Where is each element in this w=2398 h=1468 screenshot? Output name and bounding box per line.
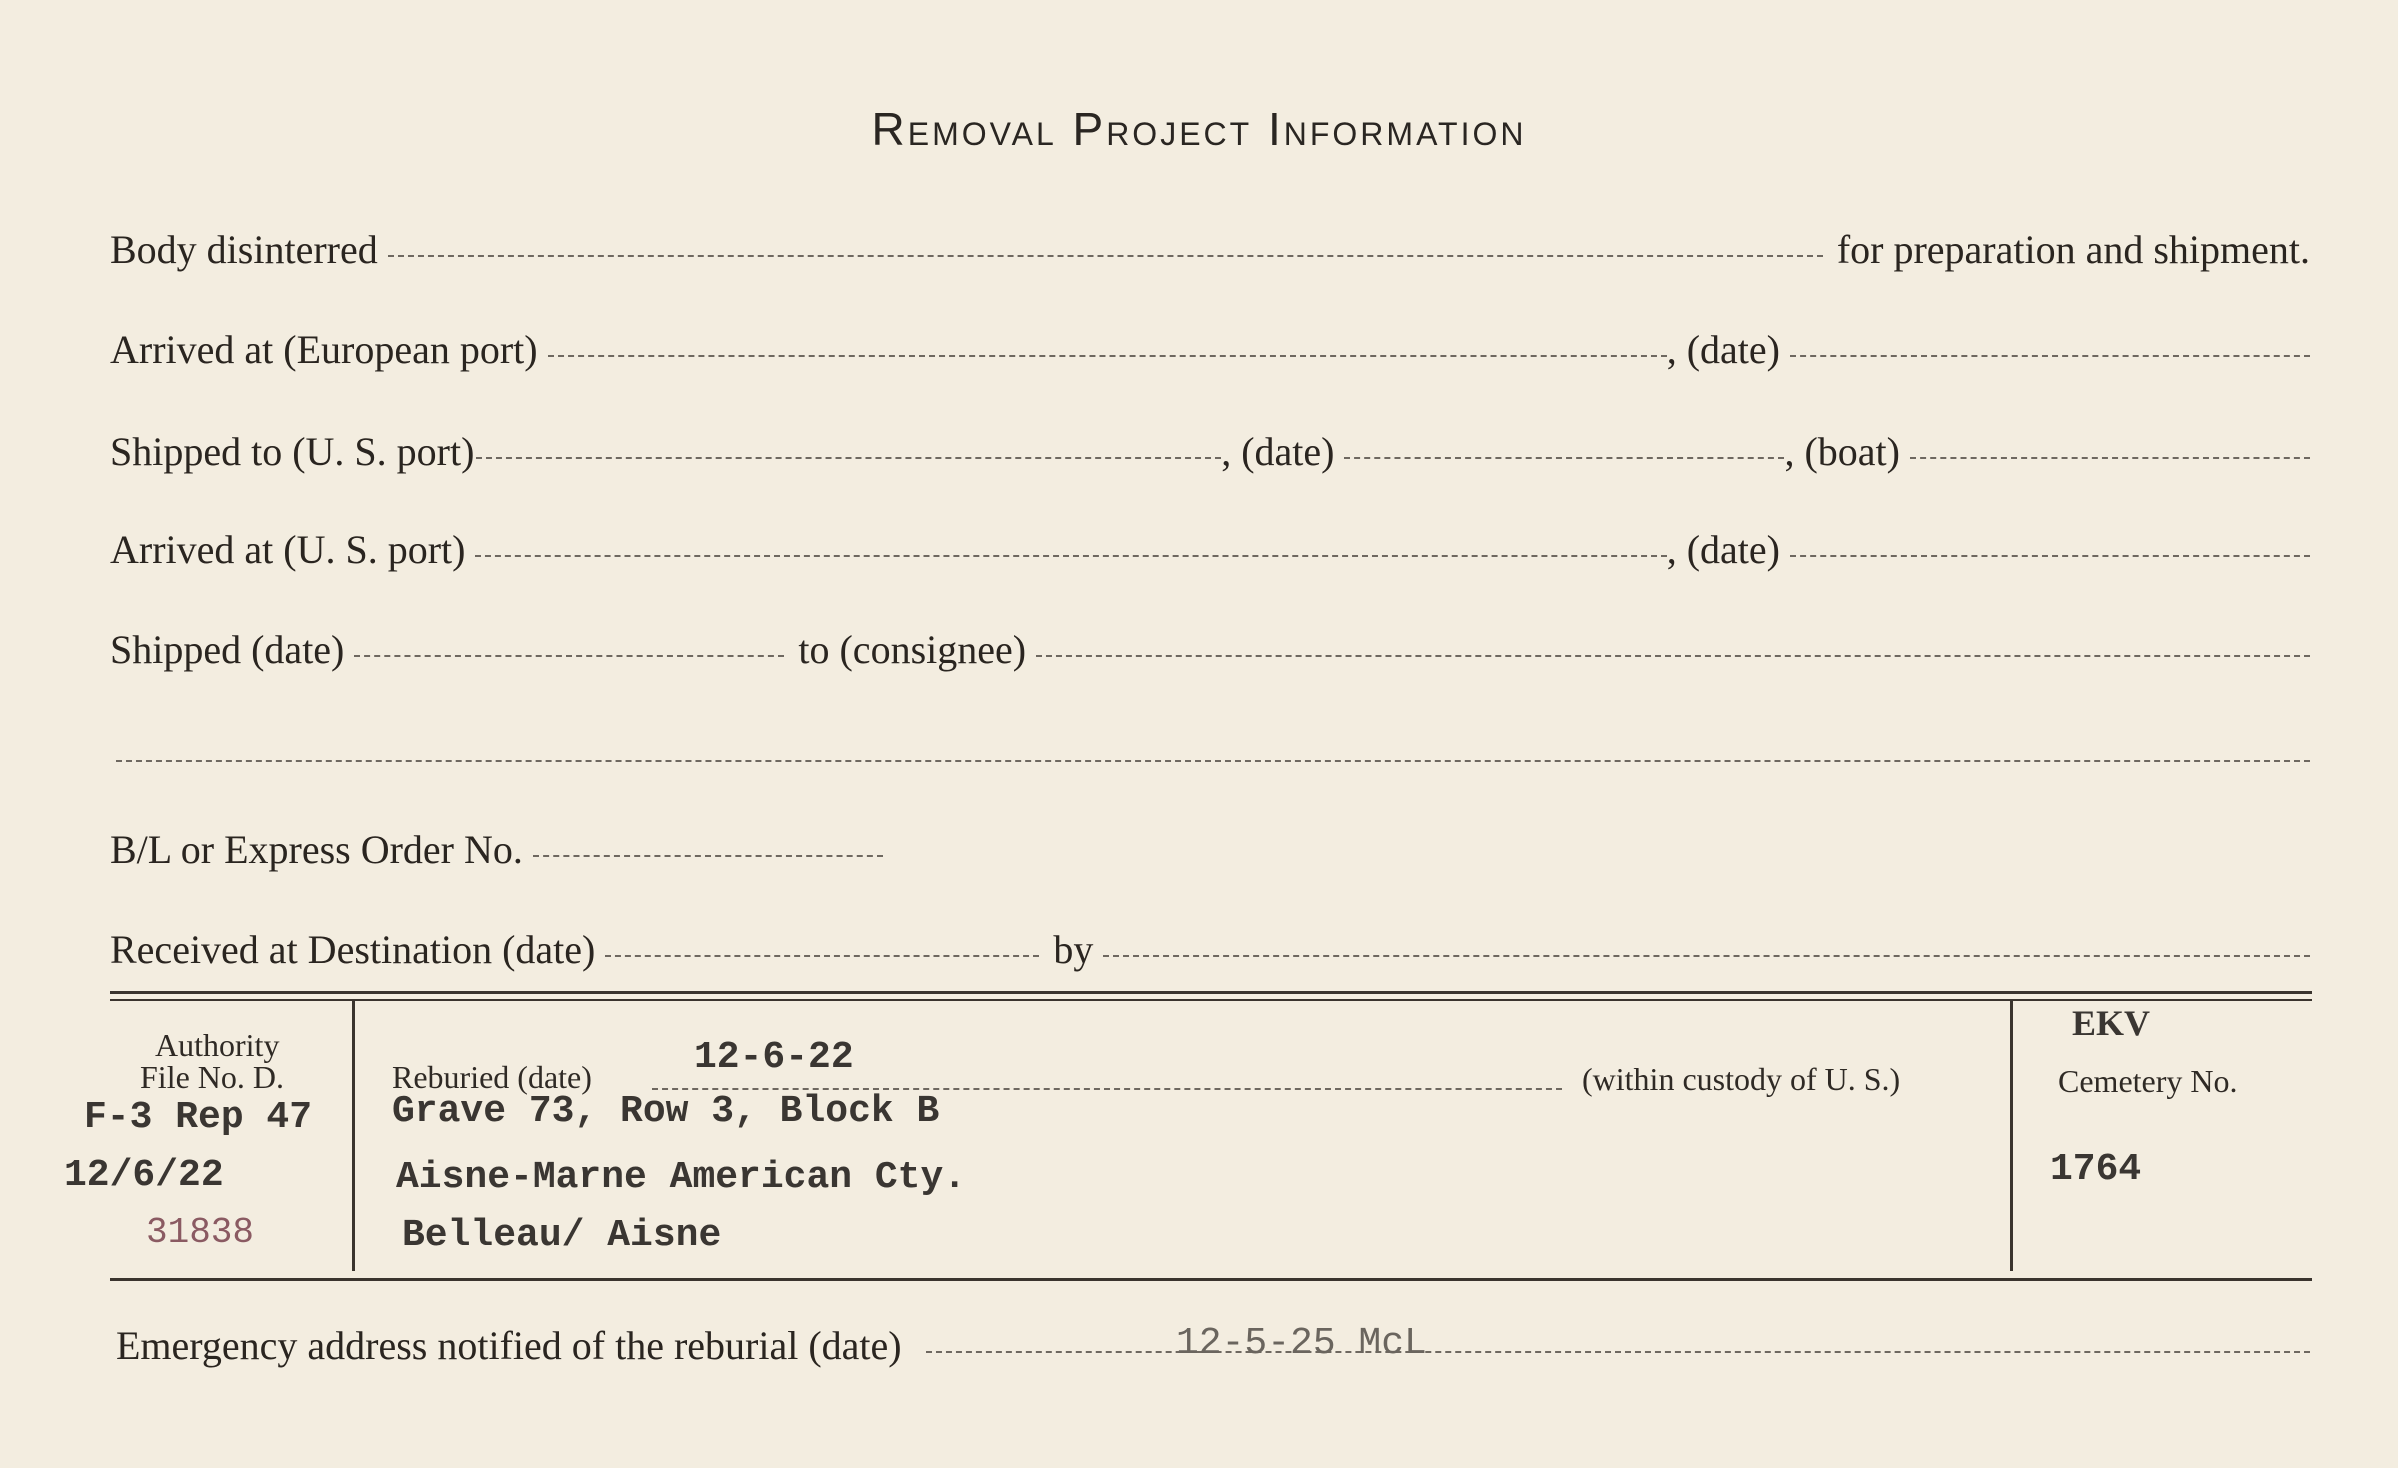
label-emergency: Emergency address notified of the reburial (date) [116, 1323, 902, 1368]
reburied-date: 12-6-22 [694, 1036, 854, 1079]
field-european-port [548, 355, 1667, 357]
label-received-destination: Received at Destination (date) [110, 927, 596, 972]
field-shipped-date [354, 655, 784, 657]
row-shipped-us-port [110, 428, 2310, 476]
cemetery-name: Aisne-Marne American Cty. [396, 1156, 967, 1199]
field-body-disinterred [388, 255, 1823, 257]
field-consignee-continued [116, 760, 2310, 762]
box-bottom-rule [110, 1278, 2312, 1281]
label-cemetery-no: Cemetery No. [2058, 1063, 2238, 1099]
field-us-port [476, 457, 1221, 459]
stamp-number: 31838 [146, 1212, 255, 1253]
field-date-2 [1344, 457, 1784, 459]
emergency-date-value: 12-5-25 McL [1176, 1322, 1427, 1365]
label-date-3: , (date) [1666, 527, 1780, 572]
label-for-preparation: for preparation and shipment. [1836, 227, 2310, 272]
row-arrived-european [110, 326, 2310, 374]
field-consignee [1036, 655, 2310, 657]
label-arrived-us-port: Arrived at (U. S. port) [110, 527, 466, 572]
label-reburied: Reburied (date) [392, 1059, 592, 1095]
label-by: by [1053, 927, 1094, 972]
field-received-by [1103, 955, 2310, 957]
box-divider-left [352, 999, 355, 1271]
field-emergency-date [926, 1351, 2310, 1353]
burial-town: Belleau/ Aisne [402, 1214, 722, 1257]
field-received-date [605, 955, 1039, 957]
label-shipped-us-port: Shipped to (U. S. port) [110, 429, 475, 474]
initials: EKV [2072, 1003, 2151, 1043]
field-bl-order [533, 855, 883, 857]
label-bl-order: B/L or Express Order No. [110, 827, 523, 872]
row-shipped-date [110, 626, 2310, 674]
field-date-3 [1790, 555, 2310, 557]
form-title: Removal Project Information [871, 103, 1527, 155]
label-boat: , (boat) [1784, 429, 1900, 474]
label-date-2: , (date) [1221, 429, 1335, 474]
row-bl-order [110, 826, 2310, 874]
file-reference: F-3 Rep 47 [84, 1096, 313, 1139]
field-boat [1910, 457, 2310, 459]
label-file-no: File No. D. [140, 1059, 284, 1095]
file-date: 12/6/22 [64, 1154, 224, 1197]
box-divider-right [2010, 999, 2013, 1271]
row-received-destination [110, 926, 2310, 974]
label-date-1: , (date) [1666, 327, 1780, 372]
row-body-disinterred [110, 226, 2310, 274]
field-arrived-us-port [475, 555, 1666, 557]
label-shipped-date: Shipped (date) [110, 627, 345, 672]
box-top-rule [110, 991, 2312, 994]
box-top-rule-inner [110, 999, 2312, 1001]
label-custody: (within custody of U. S.) [1582, 1061, 1901, 1097]
field-date-1 [1790, 355, 2310, 357]
label-body-disinterred: Body disinterred [110, 227, 378, 272]
label-arrived-european: Arrived at (European port) [110, 327, 538, 372]
row-arrived-us-port [110, 526, 2310, 574]
grave-location: Grave 73, Row 3, Block B [392, 1090, 940, 1133]
label-authority: Authority [155, 1027, 280, 1063]
label-to-consignee: to (consignee) [798, 627, 1027, 672]
cemetery-number: 1764 [2050, 1148, 2142, 1191]
